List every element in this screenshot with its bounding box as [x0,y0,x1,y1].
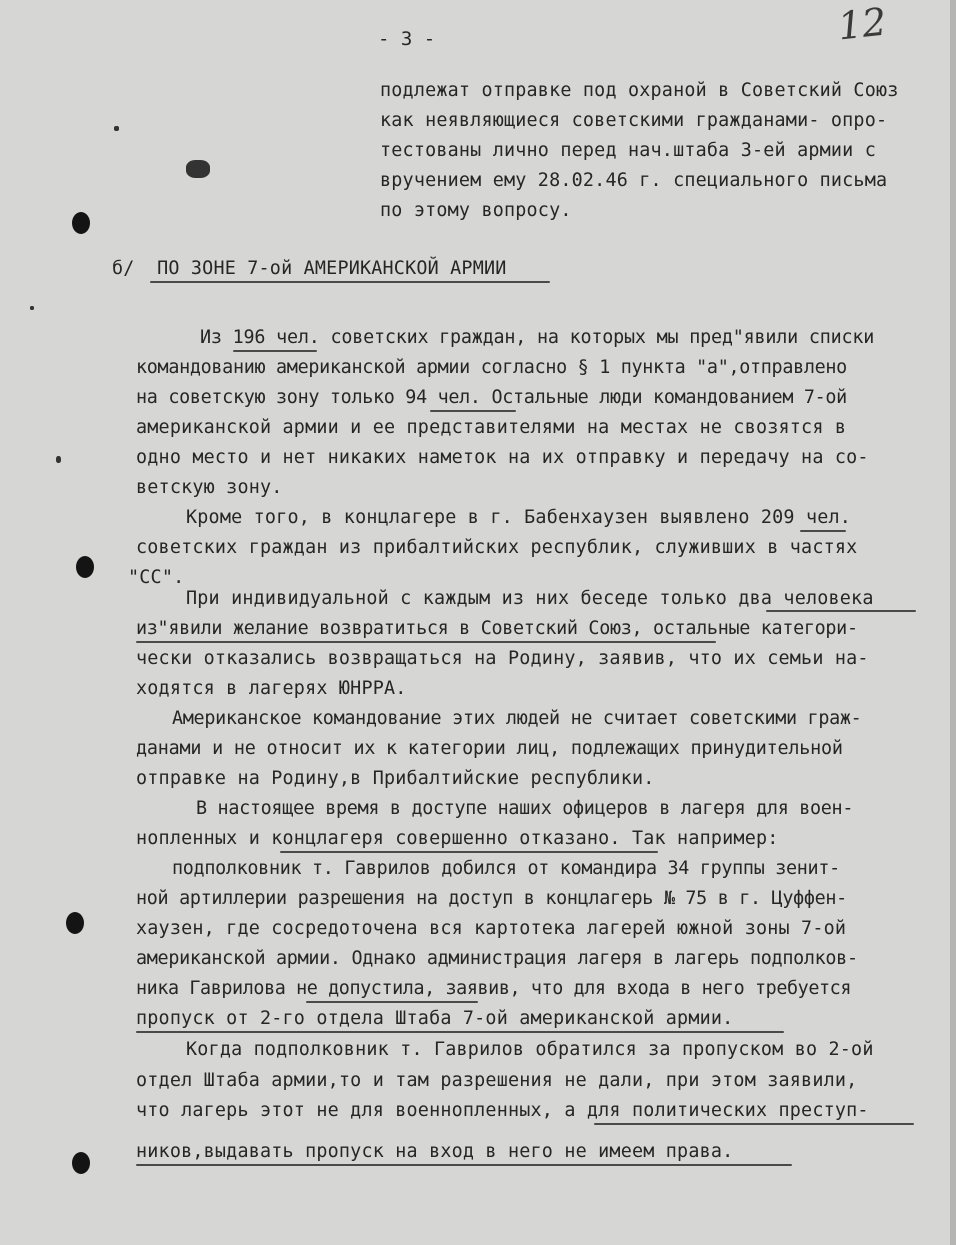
text-line: американской армии и ее представителями на местах не свозятся в [136,417,847,438]
text-line: ходятся в лагерях ЮНРРА. [136,678,407,699]
text-line: что лагерь этот не для военнопленных, а для политических преступ- [136,1100,869,1121]
ink-speck [30,306,34,310]
pencil-underline [800,530,846,532]
page-number: - 3 - [378,28,436,50]
ink-blot [186,160,210,178]
pencil-underline [233,350,317,352]
punch-hole [72,212,90,234]
text-line: Кроме того, в концлагере в г. Бабенхаузен выявлено 209 чел. [186,507,852,528]
text-line: В настоящее время в доступе наших офицеров в лагеря для воен- [196,798,854,819]
text-line: вручением ему 28.02.46 г. специального письма [380,170,888,191]
text-line: Американское командование этих людей не считает советскими граж- [172,708,862,729]
ink-speck [56,456,61,463]
heading-underline [150,281,550,283]
text-line: подполковник т. Гаврилов добился от командира 34 группы зенит- [172,858,840,879]
text-line: нопленных и концлагеря совершенно отказано. Так например: [136,828,779,849]
pencil-underline [280,851,658,853]
text-line: отправке на Родину,в Прибалтийские республики. [136,768,655,789]
text-line: хаузен, где сосредоточена вся картотека лагерей южной зоны 7-ой [136,918,847,939]
text-line: данами и не относит их к категории лиц, подлежащих принудительной [136,738,843,759]
text-line: ников,выдавать пропуск на вход в него не имеем права. [136,1141,734,1162]
pencil-underline [430,410,516,412]
punch-hole [72,1152,90,1174]
punch-hole [76,556,94,578]
text-line: "СС". [128,567,185,588]
pencil-underline [136,1031,784,1033]
text-line: Когда подполковник т. Гаврилов обратился за пропуском во 2-ой [186,1039,874,1060]
text-line: на советскую зону только 94 чел. Остальные люди командованием 7-ой [136,387,847,408]
page-edge-shadow [950,0,956,1245]
text-line: ной артиллерии разрешения на доступ в концлагерь № 75 в г. Цуффен- [136,888,847,909]
pencil-underline [136,641,716,643]
text-line: подлежат отправке под охраной в Советский Союз [380,80,899,101]
text-line: пропуск от 2-го отдела Штаба 7-ой американской армии. [136,1008,734,1029]
pencil-underline [594,1123,914,1125]
section-heading: б/ ПО ЗОНЕ 7-ой АМЕРИКАНСКОЙ АРМИИ [112,258,507,279]
text-line: ника Гаврилова не допустила, заявив, что для входа в него требуется [136,978,852,999]
text-line: американской армии. Однако администрация лагеря в лагерь подполков- [136,948,858,969]
text-line: отдел Штаба армии,то и там разрешения не дали, при этом заявили, [136,1070,858,1091]
punch-hole [66,912,84,934]
text-line: из"явили желание возвратиться в Советский Союз, остальные категори- [136,618,858,639]
text-line: одно место и нет никаких наметок на их отправку и передачу на со- [136,447,869,468]
text-line: командованию американской армии согласно § 1 пункта "а",отправлено [136,357,847,378]
pencil-underline [306,1001,478,1003]
text-line: тестованы лично перед нач.штаба 3-ей армии с [380,140,876,161]
handwritten-folio-number: 12 [835,0,889,49]
text-line: чески отказались возвращаться на Родину, заявив, что их семьи на- [136,648,869,669]
text-line: Из 196 чел. советских граждан, на которых мы пред"явили списки [200,327,875,348]
pencil-underline [136,1164,792,1166]
text-line: При индивидуальной с каждым из них беседе только два человека [186,588,874,609]
text-line: ветскую зону. [136,477,283,498]
pencil-underline [766,610,916,612]
text-line: советских граждан из прибалтийских республик, служивших в частях [136,537,858,558]
text-line: как неявляющиеся советскими гражданами- опро- [380,110,888,131]
ink-speck [114,126,119,131]
text-line: по этому вопросу. [380,200,572,221]
